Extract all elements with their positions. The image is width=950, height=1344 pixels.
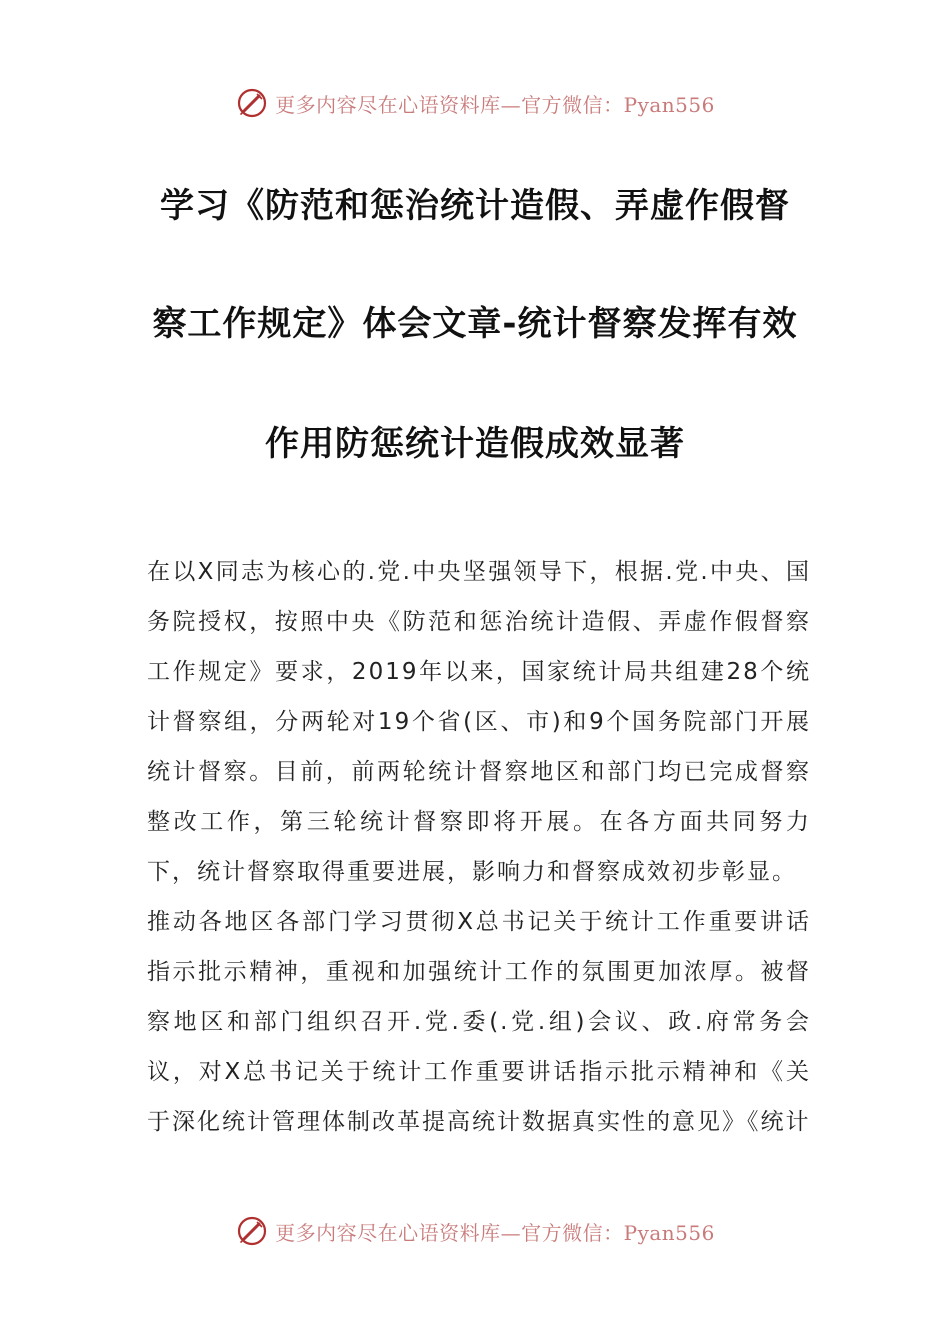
- footer-banner-text: 更多内容尽在心语资料库—官方微信：Pyan556: [275, 1220, 715, 1245]
- document-title-line-3: 作用防惩统计造假成效显著: [265, 424, 685, 464]
- pen-circle-logo-icon: [235, 86, 269, 120]
- body-paragraph-2: 推动各地区各部门学习贯彻X总书记关于统计工作重要讲话指示批示精神，重视和加强统计工作的氛围更加浓厚。被督察地区和部门组织召开.党.委(.党.组)会议、政.府常务会议，对X总书记关于统计工作重要讲话指示批示精神和《关于深化统计管理体制改革提高统计数据真实性的意见》《统计: [147, 909, 811, 1135]
- pen-circle-logo-icon: [235, 1214, 269, 1248]
- body-paragraph-1: 在以X同志为核心的.党.中央坚强领导下，根据.党.中央、国务院授权，按照中央《防范和惩治统计造假、弄虚作假督察工作规定》要求，2019年以来，国家统计局共组建28个统计督察组，分两轮对19个省(区、市)和9个国务院部门开展统计督察。目前，前两轮统计督察地区和部门均已完成督察整改工作，第三轮统计督察即将开展。在各方面共同努力下，统计督察取得重要进展，影响力和督察成效初步彰显。: [147, 559, 811, 885]
- header-banner: [0, 83, 950, 123]
- document-title-line-2: 察工作规定》体会文章-统计督察发挥有效: [152, 304, 798, 344]
- header-banner-text: 更多内容尽在心语资料库—官方微信：Pyan556: [275, 92, 715, 117]
- footer-banner: [0, 1211, 950, 1251]
- document-body: [147, 547, 811, 1147]
- document-title-line-1: 学习《防范和惩治统计造假、弄虚作假督: [160, 186, 790, 226]
